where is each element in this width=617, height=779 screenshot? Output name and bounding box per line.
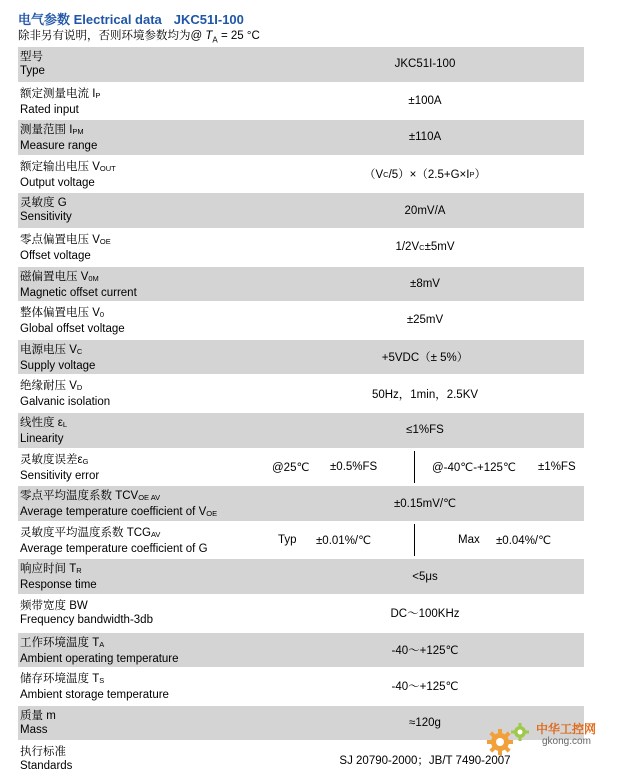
value-text: -40～+125℃ bbox=[391, 681, 459, 694]
value-rest: /5）×（2.5+G×I bbox=[388, 169, 470, 182]
gear-logo-icon bbox=[484, 714, 534, 760]
split-cell: ±1%FS bbox=[538, 460, 576, 473]
row-value bbox=[266, 303, 584, 338]
row-value bbox=[266, 267, 584, 302]
label-en: Rated input bbox=[20, 103, 79, 116]
value-text: JKC51I-100 bbox=[394, 58, 456, 71]
label-zh-sub: G bbox=[82, 456, 89, 466]
row-value bbox=[266, 559, 584, 594]
value-text: 50Hz，1min，2.5KV bbox=[371, 388, 479, 401]
row-label bbox=[20, 50, 45, 78]
row-label bbox=[20, 306, 125, 336]
label-zh-sub: R bbox=[76, 566, 82, 576]
row-value bbox=[266, 230, 584, 265]
label-zh: 磁偏置电压 V bbox=[20, 270, 89, 283]
value-text: ≤1%FS bbox=[406, 424, 444, 437]
row-label bbox=[20, 453, 99, 483]
watermark-url: gkong.com bbox=[542, 736, 591, 747]
split-cell: @25℃ bbox=[272, 461, 310, 474]
table-row bbox=[18, 596, 584, 631]
label-en: Measure range bbox=[20, 140, 98, 153]
label-zh-sub: A bbox=[99, 639, 105, 649]
label-zh-sub: L bbox=[62, 419, 67, 429]
row-value bbox=[266, 486, 584, 521]
subtitle bbox=[18, 27, 260, 44]
row-value bbox=[266, 669, 584, 704]
row-label bbox=[20, 709, 56, 737]
table-row bbox=[18, 303, 584, 338]
split-cell: ±0.5%FS bbox=[330, 460, 378, 473]
label-en: Average temperature coefficient of V bbox=[20, 506, 207, 519]
split-cell: Max bbox=[458, 534, 480, 547]
row-label bbox=[20, 672, 169, 702]
row-value bbox=[266, 157, 584, 192]
row-label bbox=[20, 196, 72, 224]
model-code: JKC51I-100 bbox=[173, 12, 244, 27]
label-zh: 质量 m bbox=[20, 709, 56, 722]
row-value bbox=[266, 633, 584, 668]
label-zh: 灵敏度平均温度系数 TCG bbox=[20, 526, 151, 539]
label-zh-sub: D bbox=[76, 383, 83, 393]
label-zh: 灵敏度 G bbox=[20, 197, 67, 210]
label-zh: 响应时间 T bbox=[20, 563, 77, 576]
label-zh: 电源电压 V bbox=[20, 343, 77, 356]
label-zh-sub: AV bbox=[150, 529, 161, 539]
value-end: ） bbox=[474, 169, 486, 182]
row-value bbox=[266, 84, 584, 119]
split-cell: ±0.01%/℃ bbox=[316, 535, 372, 548]
value-text: ±110A bbox=[408, 131, 442, 144]
subtitle-suffix: = 25 °C bbox=[217, 30, 260, 42]
watermark bbox=[484, 714, 610, 764]
label-en: Supply voltage bbox=[20, 359, 96, 372]
table-row bbox=[18, 47, 584, 82]
label-zh: 零点偏置电压 V bbox=[20, 233, 100, 246]
label-en: Response time bbox=[20, 579, 97, 592]
label-en: Sensitivity bbox=[20, 211, 72, 224]
value-text: ±8mV bbox=[410, 277, 440, 290]
label-zh: 绝缘耐压 V bbox=[20, 380, 77, 393]
value-text: 20mV/A bbox=[404, 204, 446, 217]
row-value bbox=[266, 120, 584, 155]
value-text: （V bbox=[364, 169, 384, 182]
table-row bbox=[18, 193, 584, 228]
subtitle-t: T bbox=[205, 30, 213, 42]
label-en: Frequency bandwidth-3db bbox=[20, 613, 153, 626]
value-rest: ±5mV bbox=[424, 241, 455, 254]
table-row bbox=[18, 157, 584, 192]
label-en: Standards bbox=[20, 760, 73, 773]
table-row bbox=[18, 633, 584, 668]
title-text: 电气参数 Electrical data bbox=[18, 12, 162, 27]
label-en: Linearity bbox=[20, 432, 64, 445]
row-split-value bbox=[266, 523, 584, 558]
table-row bbox=[18, 523, 584, 558]
label-zh: 工作环境温度 T bbox=[20, 636, 100, 649]
value-text: 1/2V bbox=[395, 241, 420, 254]
label-en: Offset voltage bbox=[20, 249, 91, 262]
table-row bbox=[18, 413, 584, 448]
label-zh-sub: OE AV bbox=[138, 493, 161, 503]
split-cell: @-40℃-+125℃ bbox=[432, 461, 516, 474]
value-sub2: P bbox=[469, 169, 475, 179]
split-cell: Typ bbox=[278, 534, 297, 547]
table-row bbox=[18, 559, 584, 594]
row-label bbox=[20, 343, 95, 373]
row-label bbox=[20, 636, 179, 666]
row-split-value bbox=[266, 450, 584, 485]
value-text: ±0.15mV/℃ bbox=[393, 498, 457, 511]
value-sub: C bbox=[419, 242, 425, 252]
table-row bbox=[18, 669, 584, 704]
label-zh: 型号 bbox=[20, 51, 43, 63]
row-label bbox=[20, 87, 100, 117]
row-label bbox=[20, 526, 208, 556]
row-value bbox=[266, 376, 584, 411]
label-zh: 储存环境温度 T bbox=[20, 673, 100, 686]
row-label bbox=[20, 270, 137, 300]
table-row bbox=[18, 450, 584, 485]
watermark-brand: 中华工控网 bbox=[536, 722, 597, 736]
value-text: -40～+125℃ bbox=[391, 644, 459, 657]
label-zh: 灵敏度误差ε bbox=[20, 453, 83, 466]
value-text: ±25mV bbox=[406, 314, 444, 327]
row-label bbox=[20, 562, 97, 592]
value-sub: C bbox=[383, 169, 389, 179]
label-zh-sub: C bbox=[76, 346, 83, 356]
label-zh-sub: PM bbox=[72, 127, 84, 137]
value-text: SJ 20790-2000；JB/T 7490-2007 bbox=[339, 754, 511, 767]
label-zh: 额定测量电流 I bbox=[20, 87, 96, 100]
value-text: <5μs bbox=[412, 570, 438, 583]
label-en: Ambient storage temperature bbox=[20, 689, 169, 702]
row-value bbox=[266, 596, 584, 631]
value-text: DC～100KHz bbox=[390, 608, 460, 621]
electrical-data-table bbox=[18, 47, 584, 779]
table-row bbox=[18, 376, 584, 411]
label-zh: 整体偏置电压 V bbox=[20, 307, 100, 320]
label-en: Average temperature coefficient of G bbox=[20, 542, 208, 555]
row-label bbox=[20, 160, 116, 190]
row-label bbox=[20, 489, 217, 521]
subtitle-sub: A bbox=[212, 35, 218, 45]
column-divider bbox=[414, 524, 415, 557]
row-value bbox=[266, 340, 584, 375]
label-en: Output voltage bbox=[20, 176, 95, 189]
label-zh-sub: OE bbox=[99, 236, 111, 246]
table-row bbox=[18, 340, 584, 375]
label-zh: 线性度 ε bbox=[20, 416, 63, 429]
label-zh: 执行标准 bbox=[20, 746, 66, 759]
label-zh: 额定输出电压 V bbox=[20, 160, 100, 173]
row-value bbox=[266, 193, 584, 228]
row-value bbox=[266, 413, 584, 448]
label-zh-sub: 0M bbox=[88, 273, 99, 283]
row-label bbox=[20, 599, 153, 627]
row-label bbox=[20, 123, 97, 153]
subtitle-prefix: 除非另有说明，否则环境参数均为@ bbox=[18, 30, 206, 42]
row-label bbox=[20, 416, 67, 446]
label-zh: 测量范围 I bbox=[20, 124, 73, 137]
label-en: Sensitivity error bbox=[20, 469, 100, 482]
column-divider bbox=[414, 451, 415, 484]
value-text: ±100A bbox=[408, 94, 442, 107]
row-label bbox=[20, 233, 111, 263]
label-en: Global offset voltage bbox=[20, 323, 125, 336]
table-row bbox=[18, 486, 584, 521]
label-zh-sub: P bbox=[95, 90, 101, 100]
table-row bbox=[18, 84, 584, 119]
label-en-sub: OE bbox=[206, 509, 218, 519]
page-title bbox=[18, 9, 244, 28]
label-en: Magnetic offset current bbox=[20, 286, 137, 299]
label-zh: 零点平均温度系数 TCV bbox=[20, 490, 139, 503]
label-en: Type bbox=[20, 65, 45, 77]
value-text: +5VDC（± 5%） bbox=[381, 352, 469, 365]
table-row bbox=[18, 267, 584, 302]
label-zh-sub: S bbox=[99, 676, 105, 686]
label-en: Galvanic isolation bbox=[20, 396, 111, 409]
row-label bbox=[20, 745, 72, 773]
table-row bbox=[18, 120, 584, 155]
label-en: Mass bbox=[20, 723, 48, 736]
label-zh-sub: OUT bbox=[99, 163, 116, 173]
row-value bbox=[266, 47, 584, 82]
row-label bbox=[20, 379, 110, 409]
split-cell: ±0.04%/℃ bbox=[496, 535, 552, 548]
label-en: Ambient operating temperature bbox=[20, 652, 179, 665]
label-zh-sub: 0 bbox=[99, 310, 105, 320]
value-text: ≈120g bbox=[409, 716, 441, 729]
table-row bbox=[18, 230, 584, 265]
label-zh: 频带宽度 BW bbox=[20, 599, 88, 612]
